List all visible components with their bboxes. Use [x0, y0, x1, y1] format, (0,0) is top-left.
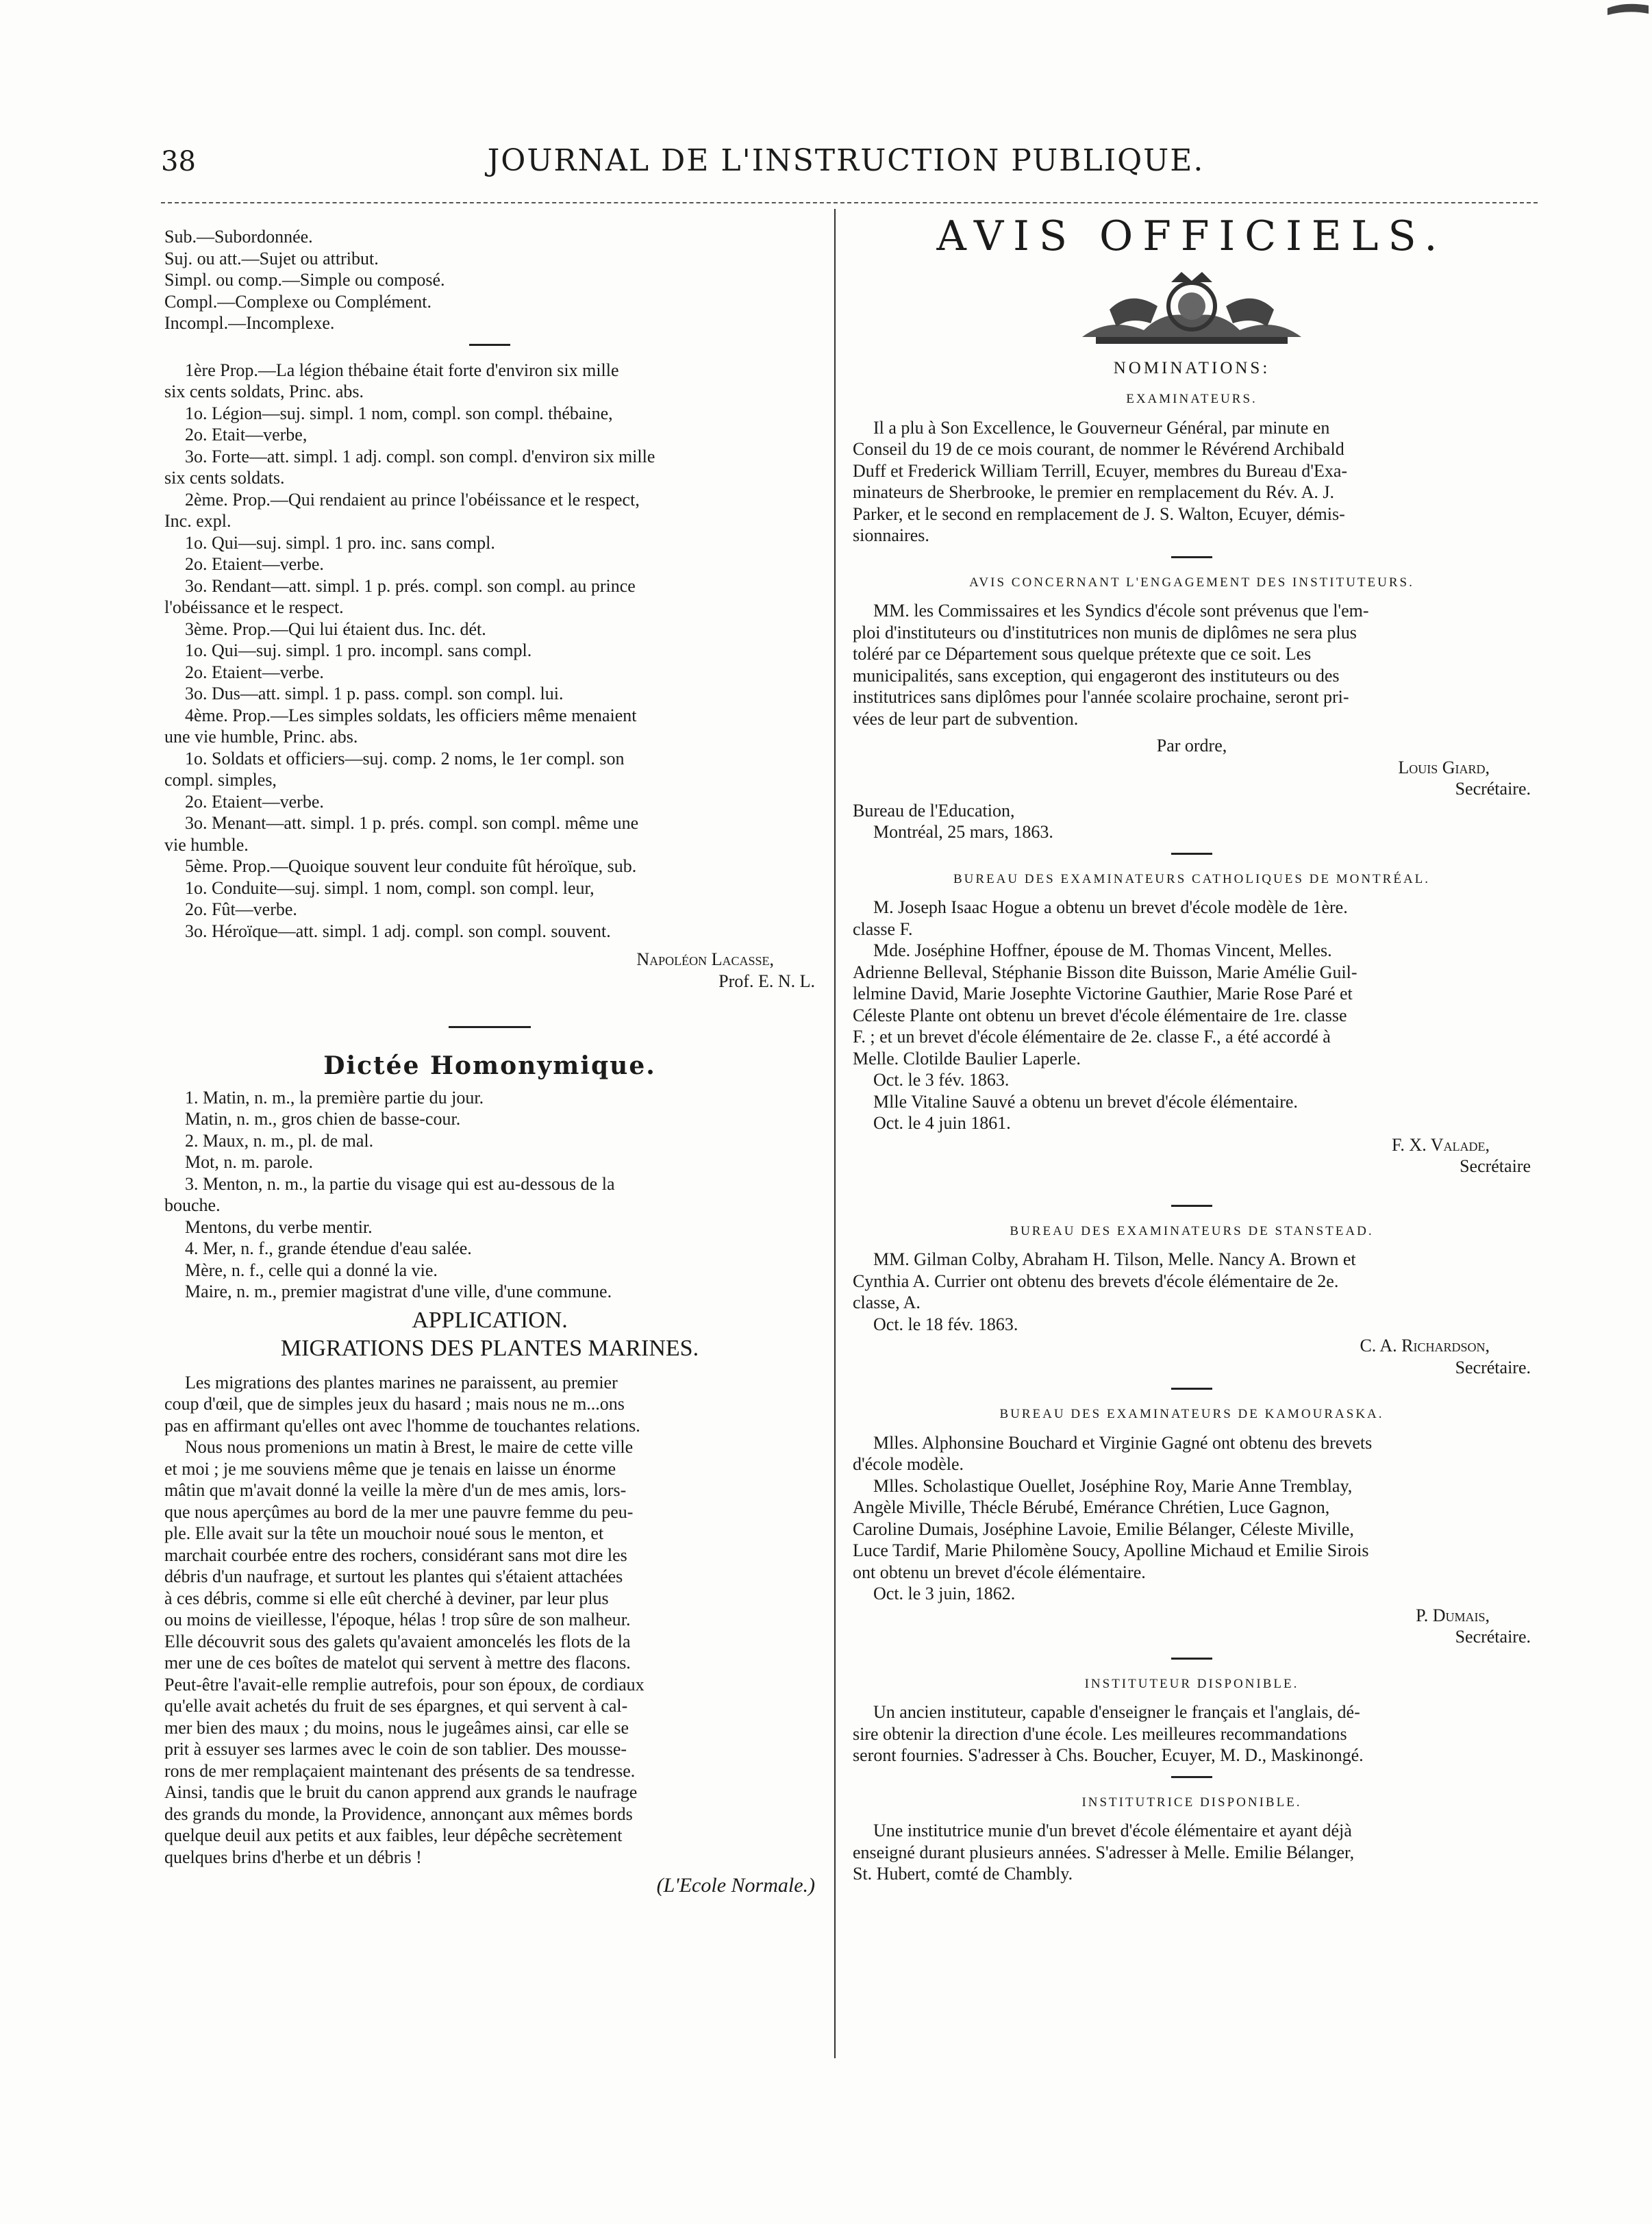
- analysis-line: Inc. expl.: [164, 511, 231, 531]
- analysis-line: 2ème. Prop.—Qui rendaient au prince l'obéissance et le respect,: [185, 489, 640, 510]
- dictee-line: 2. Maux, n. m., pl. de mal.: [185, 1130, 374, 1151]
- montreal-line: Melle. Clotilde Baulier Laperle.: [853, 1048, 1081, 1069]
- analysis-line: 5ème. Prop.—Quoique souvent leur conduite fût héroïque, sub.: [185, 856, 637, 876]
- engagement-heading: AVIS CONCERNANT L'ENGAGEMENT DES INSTITUTEURS.: [969, 575, 1414, 590]
- abbreviation-line: Compl.—Complexe ou Complément.: [164, 291, 431, 312]
- migrations-line: marchait courbée entre des rochers, considérant sans mot dire les: [164, 1545, 627, 1565]
- nominations-line: Conseil du 19 de ce mois courant, de nommer le Révérend Archibald: [853, 439, 1344, 459]
- article-source: (L'Ecole Normale.): [656, 1875, 815, 1897]
- migrations-line: à ces débris, comme si elle eût cherché à deviner, par leur plus: [164, 1588, 609, 1608]
- analysis-line: 1o. Qui—suj. simpl. 1 pro. inc. sans compl.: [185, 532, 495, 553]
- migrations-line: débris d'un naufrage, et surtout les plantes qui s'étaient attachées: [164, 1566, 623, 1586]
- analysis-line: 3o. Menant—att. simpl. 1 p. prés. compl. son compl. même une: [185, 813, 639, 833]
- kamouraska-line: Luce Tardif, Marie Philomène Soucy, Apolline Michaud et Emilie Sirois: [853, 1540, 1369, 1560]
- institutrice-text: [853, 1820, 1531, 1885]
- montreal-line: Oct. le 3 fév. 1863.: [873, 1070, 1010, 1090]
- dictee-line: 3. Menton, n. m., la partie du visage qui est au-dessous de la: [185, 1173, 615, 1194]
- valade-signature-name: F. X. Valade,: [1392, 1134, 1490, 1155]
- institutrice-line: Une institutrice munie d'un brevet d'école élémentaire et ayant déjà: [873, 1821, 1352, 1840]
- analysis-line: six cents soldats, Princ. abs.: [164, 382, 364, 401]
- page-number: 38: [161, 146, 196, 177]
- nominations-heading: NOMINATIONS:: [1113, 358, 1271, 377]
- instituteur-line: Un ancien instituteur, capable d'enseigner le français et l'anglais, dé-: [873, 1702, 1360, 1722]
- analysis-line: vie humble.: [164, 834, 249, 855]
- page-corner-mark: [1604, 0, 1652, 21]
- par-ordre: Par ordre,: [1156, 736, 1227, 755]
- analysis-line: 1ère Prop.—La légion thébaine était forte d'environ six mille: [185, 360, 619, 380]
- montreal-line: Oct. le 4 juin 1861.: [873, 1113, 1011, 1133]
- analysis-line: 1o. Soldats et officiers—suj. comp. 2 noms, le 1er compl. son: [185, 748, 625, 769]
- migrations-line: prit à essuyer ses larmes avec le coin de son tablier. Des mousse-: [164, 1739, 627, 1759]
- kamouraska-line: Mlles. Scholastique Ouellet, Joséphine Roy, Marie Anne Tremblay,: [873, 1475, 1353, 1496]
- institutrice-line: enseigné durant plusieurs années. S'adresser à Melle. Emilie Bélanger,: [853, 1842, 1355, 1862]
- migrations-line: Peut-être l'avait-elle remplie autrefois, pour son époux, de cordiaux: [164, 1674, 644, 1695]
- stanstead-line: classe, A.: [853, 1292, 921, 1312]
- analysis-line: 1o. Qui—suj. simpl. 1 pro. incompl. sans compl.: [185, 640, 532, 660]
- kamouraska-bureau-text: [853, 1432, 1531, 1605]
- abbreviation-line: Incompl.—Incomplexe.: [164, 313, 335, 333]
- nominations-line: Il a plu à Son Excellence, le Gouverneur Général, par minute en: [873, 417, 1330, 438]
- dictee-line: bouche.: [164, 1195, 221, 1215]
- dictee-line: Matin, n. m., gros chien de basse-cour.: [185, 1109, 461, 1129]
- short-rule: [1171, 1388, 1212, 1390]
- analysis-line: 2o. Fût—verbe.: [185, 899, 297, 919]
- nominations-line: sionnaires.: [853, 525, 929, 545]
- montreal-line: classe F.: [853, 919, 913, 939]
- migrations-line: des grands du monde, la Providence, annonçant aux mêmes bords: [164, 1803, 633, 1824]
- migrations-line: Nous nous promenions un matin à Brest, le maire de cette ville: [185, 1437, 634, 1457]
- analysis-line: compl. simples,: [164, 770, 277, 790]
- analysis-line: six cents soldats.: [164, 468, 285, 488]
- montreal-line: Mde. Joséphine Hoffner, épouse de M. Thomas Vincent, Melles.: [873, 940, 1332, 960]
- analysis-line: 1o. Conduite—suj. simpl. 1 nom, compl. son compl. leur,: [185, 877, 595, 898]
- engagement-line: institutrices sans diplômes pour l'année scolaire prochaine, seront pri-: [853, 687, 1349, 707]
- montreal-line: lelmine David, Marie Josephte Victorine Gauthier, Marie Rose Paré et: [853, 984, 1353, 1003]
- author-signature-name: Napoléon Lacasse,: [636, 949, 774, 969]
- page-header: [154, 140, 1538, 188]
- analysis-line: 3o. Rendant—att. simpl. 1 p. prés. compl. son compl. au prince: [185, 575, 636, 596]
- analysis-line: 3o. Dus—att. simpl. 1 p. pass. compl. son compl. lui.: [185, 684, 564, 703]
- dumais-signature-title: Secrétaire.: [1455, 1627, 1531, 1647]
- dictee-line: Mère, n. f., celle qui a donné la vie.: [185, 1260, 438, 1280]
- giard-signature-name: Louis Giard,: [1398, 757, 1490, 777]
- stanstead-bureau-heading: BUREAU DES EXAMINATEURS DE STANSTEAD.: [1010, 1223, 1374, 1238]
- instituteur-line: seront fournies. S'adresser à Chs. Boucher, Ecuyer, M. D., Maskinongé.: [853, 1745, 1364, 1765]
- migrations-line: et moi ; je me souviens même que je tenais en laisse un énorme: [164, 1458, 616, 1479]
- stanstead-line: MM. Gilman Colby, Abraham H. Tilson, Melle. Nancy A. Brown et: [873, 1249, 1356, 1269]
- migrations-line: rons de mer remplaçaient maintenant des présents de sa tendresse.: [164, 1760, 636, 1781]
- engagement-line: ploi d'instituteurs ou d'institutrices non munis de diplômes ne sera plus: [853, 622, 1357, 642]
- analysis-line: une vie humble, Princ. abs.: [164, 727, 358, 747]
- dumais-signature-name: P. Dumais,: [1416, 1605, 1490, 1625]
- analysis-line: 2o. Etaient—verbe.: [185, 662, 324, 682]
- kamouraska-line: d'école modèle.: [853, 1454, 964, 1474]
- instituteur-line: sire obtenir la direction d'une école. Les meilleures recommandations: [853, 1723, 1347, 1744]
- giard-signature-title: Secrétaire.: [1455, 779, 1531, 799]
- nominations-line: minateurs de Sherbrooke, le premier en remplacement du Rév. A. J.: [853, 482, 1334, 502]
- abbreviation-line: Simpl. ou comp.—Simple ou composé.: [164, 270, 445, 290]
- instituteur-heading: INSTITUTEUR DISPONIBLE.: [1084, 1676, 1299, 1691]
- abbreviation-list: [164, 226, 815, 334]
- kamouraska-line: Angèle Miville, Thécle Bérubé, Emérance Chrétien, Luce Gagnon,: [853, 1497, 1330, 1517]
- valade-signature-title: Secrétaire: [1460, 1156, 1531, 1176]
- migrations-line: ple. Elle avait sur la tête un mouchoir noué sous le menton, et: [164, 1523, 604, 1543]
- montreal-line: Mlle Vitaline Sauvé a obtenu un brevet d'école élémentaire.: [873, 1091, 1298, 1112]
- stanstead-line: Oct. le 18 fév. 1863.: [873, 1314, 1018, 1334]
- analysis-line: 2o. Etaient—verbe.: [185, 791, 324, 812]
- nominations-line: Duff et Frederick William Terrill, Ecuyer, membres du Bureau d'Exa-: [853, 460, 1348, 481]
- royal-crest-icon: [1068, 268, 1315, 351]
- bureau-line-2: Montréal, 25 mars, 1863.: [873, 822, 1053, 842]
- analysis-line: 1o. Légion—suj. simpl. 1 nom, compl. son compl. thébaine,: [185, 403, 613, 423]
- author-signature-title: Prof. E. N. L.: [718, 971, 815, 991]
- abbreviation-line: Sub.—Subordonnée.: [164, 227, 313, 247]
- avis-officiels-title: AVIS OFFICIELS.: [936, 212, 1447, 260]
- migrations-line: quelque deuil aux petits et aux faibles, leur dépêche secrètement: [164, 1825, 623, 1845]
- montreal-bureau-heading: BUREAU DES EXAMINATEURS CATHOLIQUES DE MONTRÉAL.: [953, 871, 1431, 886]
- richardson-signature-name: C. A. Richardson,: [1360, 1336, 1490, 1355]
- dictee-title: Dictée Homonymique.: [323, 1051, 656, 1080]
- migrations-line: coup d'œil, que de simples jeux du hasard ; mais nous ne m...ons: [164, 1394, 625, 1414]
- section-rule: [449, 1026, 531, 1028]
- institutrice-heading: INSTITUTRICE DISPONIBLE.: [1081, 1795, 1302, 1810]
- header-rule: [161, 202, 1538, 203]
- abbreviation-line: Suj. ou att.—Sujet ou attribut.: [164, 248, 379, 268]
- kamouraska-line: Oct. le 3 juin, 1862.: [873, 1584, 1016, 1603]
- stanstead-line: Cynthia A. Currier ont obtenu des brevets d'école élémentaire de 2e.: [853, 1271, 1339, 1291]
- kamouraska-line: Mlles. Alphonsine Bouchard et Virginie Gagné ont obtenu des brevets: [873, 1432, 1373, 1453]
- migrations-title: MIGRATIONS DES PLANTES MARINES.: [280, 1336, 699, 1361]
- right-column: [853, 212, 1531, 1885]
- migrations-line: pas en affirmant qu'elles ont avec l'homme de touchantes relations.: [164, 1415, 640, 1436]
- montreal-line: Adrienne Belleval, Stéphanie Bisson dite Buisson, Marie Amélie Guil-: [853, 962, 1357, 982]
- analysis-line: 2o. Etaient—verbe.: [185, 554, 324, 574]
- left-column: [164, 226, 815, 1897]
- migrations-line: mer une de ces boîtes de matelot qui servent à mettre des flacons.: [164, 1653, 631, 1673]
- dictee-entries: [164, 1087, 815, 1303]
- analysis-line: 4ème. Prop.—Les simples soldats, les officiers même menaient: [185, 705, 637, 725]
- kamouraska-line: ont obtenu un brevet d'école élémentaire.: [853, 1562, 1146, 1582]
- migrations-line: mâtin que m'avait donné la veille la mère d'un de mes amis, lors-: [164, 1480, 627, 1500]
- migrations-line: Elle découvrit sous des galets qu'avaient amoncelés les flots de la: [164, 1631, 631, 1651]
- migrations-line: ou moins de vieillesse, l'époque, hélas ! trop sûre de son malheur.: [164, 1610, 631, 1629]
- dictee-line: 1. Matin, n. m., la première partie du jour.: [185, 1087, 484, 1108]
- analysis-line: 2o. Etait—verbe,: [185, 425, 308, 445]
- kamouraska-bureau-heading: BUREAU DES EXAMINATEURS DE KAMOURASKA.: [999, 1407, 1384, 1421]
- migrations-line: mer bien des maux ; du moins, nous le jugeâmes ainsi, car elle se: [164, 1717, 629, 1738]
- stanstead-bureau-text: [853, 1249, 1531, 1335]
- short-rule: [1171, 1205, 1212, 1207]
- migrations-line: Ainsi, tandis que le bruit du canon apprend aux grands le naufrage: [164, 1782, 638, 1802]
- short-rule: [1171, 1776, 1212, 1778]
- short-rule: [1171, 853, 1212, 855]
- montreal-line: M. Joseph Isaac Hogue a obtenu un brevet d'école modèle de 1ère.: [873, 897, 1348, 917]
- engagement-line: municipalités, sans exception, qui engageront des instituteurs ou des: [853, 665, 1340, 686]
- engagement-line: toléré par ce Département sous quelque prétexte que ce soit. Les: [853, 644, 1312, 664]
- analysis-line: 3ème. Prop.—Qui lui étaient dus. Inc. dét.: [185, 619, 486, 639]
- instituteur-text: [853, 1701, 1531, 1766]
- migrations-line: que nous aperçûmes au bord de la mer une pauvre femme du peu-: [164, 1501, 634, 1522]
- montreal-line: F. ; et un brevet d'école élémentaire de 2e. classe F., a été accordé à: [853, 1027, 1331, 1047]
- migrations-line: qu'elle avait achetés du fruit de ses épargnes, et qui servent à cal-: [164, 1696, 628, 1716]
- institutrice-line: St. Hubert, comté de Chambly.: [853, 1864, 1073, 1884]
- migrations-line: Les migrations des plantes marines ne paraissent, au premier: [185, 1372, 618, 1392]
- migrations-line: quelques brins d'herbe et un débris !: [164, 1847, 422, 1867]
- engagement-text: [853, 600, 1531, 729]
- richardson-signature-title: Secrétaire.: [1455, 1357, 1531, 1377]
- kamouraska-line: Caroline Dumais, Joséphine Lavoie, Emilie Bélanger, Céleste Miville,: [853, 1519, 1354, 1539]
- dictee-line: Maire, n. m., premier magistrat d'une ville, d'une commune.: [185, 1282, 612, 1301]
- short-rule: [1171, 556, 1212, 558]
- engagement-line: MM. les Commissaires et les Syndics d'école sont prévenus que l'em-: [873, 601, 1369, 621]
- column-divider: [834, 209, 836, 2058]
- analysis-line: 3o. Forte—att. simpl. 1 adj. compl. son compl. d'environ six mille: [185, 446, 655, 466]
- analysis-line: 3o. Héroïque—att. simpl. 1 adj. compl. son compl. souvent.: [185, 921, 611, 941]
- montreal-line: Céleste Plante ont obtenu un brevet d'école élémentaire de 1re. classe: [853, 1005, 1347, 1025]
- nominations-text: [853, 417, 1531, 547]
- migrations-text: [164, 1372, 815, 1869]
- dictee-line: 4. Mer, n. f., grande étendue d'eau salée.: [185, 1238, 472, 1258]
- journal-title: JOURNAL DE L'INSTRUCTION PUBLIQUE.: [487, 143, 1205, 178]
- short-rule: [1171, 1658, 1212, 1660]
- engagement-line: vées de leur part de subvention.: [853, 708, 1079, 729]
- nominations-line: Parker, et le second en remplacement de J. S. Walton, Ecuyer, démis-: [853, 503, 1345, 524]
- analysis-line: l'obéissance et le respect.: [164, 597, 344, 617]
- bureau-line-1: Bureau de l'Education,: [853, 800, 1015, 821]
- short-rule: [469, 344, 510, 346]
- examinateurs-heading: EXAMINATEURS.: [1126, 392, 1257, 406]
- grammar-analysis: [164, 360, 815, 942]
- dictee-line: Mot, n. m. parole.: [185, 1152, 314, 1172]
- dictee-line: Mentons, du verbe mentir.: [185, 1216, 373, 1237]
- application-title: APPLICATION.: [412, 1307, 568, 1333]
- montreal-bureau-text: [853, 897, 1531, 1134]
